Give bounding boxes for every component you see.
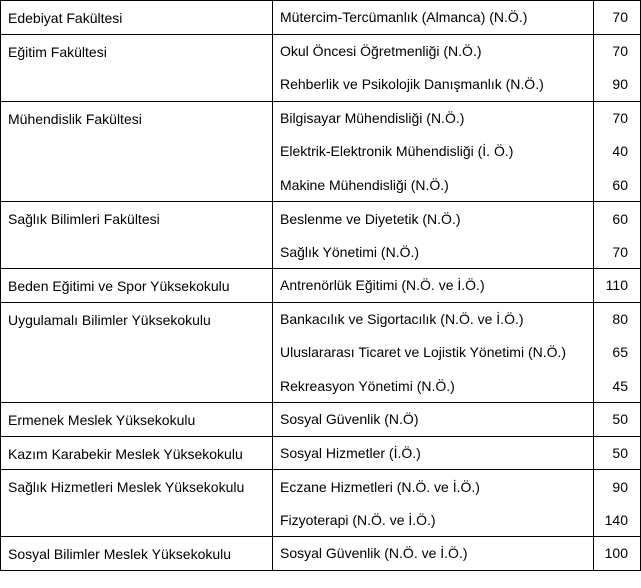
program-name-cell: Beslenme ve Diyetetik (N.Ö.)	[273, 202, 594, 236]
program-name-cell: Sosyal Hizmetler (İ.Ö.)	[273, 436, 594, 470]
unit-name-cell: Ermenek Meslek Yüksekokulu	[1, 403, 273, 437]
table-row	[1, 202, 641, 236]
table-row	[1, 403, 641, 437]
quota-cell: 70	[594, 34, 641, 68]
program-name-cell: Uluslararası Ticaret ve Lojistik Yönetimi (N.Ö.)	[273, 336, 594, 370]
quota-cell: 60	[594, 168, 641, 202]
table-row	[1, 1, 641, 35]
program-name-cell: Bilgisayar Mühendisliği (N.Ö.)	[273, 101, 594, 135]
table-row	[1, 302, 641, 336]
unit-name-cell: Sağlık Hizmetleri Meslek Yüksekokulu	[1, 470, 273, 537]
quota-cell: 90	[594, 470, 641, 504]
program-name-cell: Makine Mühendisliği (N.Ö.)	[273, 168, 594, 202]
program-name-cell: Sosyal Güvenlik (N.Ö. ve İ.Ö.)	[273, 537, 594, 571]
quota-cell: 70	[594, 101, 641, 135]
table-row	[1, 470, 641, 504]
program-name-cell: Bankacılık ve Sigortacılık (N.Ö. ve İ.Ö.)	[273, 302, 594, 336]
program-name-cell: Mütercim-Tercümanlık (Almanca) (N.Ö.)	[273, 1, 594, 35]
program-name-cell: Fizyoterapi (N.Ö. ve İ.Ö.)	[273, 503, 594, 537]
table-row	[1, 537, 641, 571]
program-name-cell: Rehberlik ve Psikolojik Danışmanlık (N.Ö.)	[273, 68, 594, 102]
table-row	[1, 34, 641, 68]
quota-cell: 70	[594, 235, 641, 269]
quota-cell: 90	[594, 68, 641, 102]
unit-name-cell: Edebiyat Fakültesi	[1, 1, 273, 35]
program-name-cell: Eczane Hizmetleri (N.Ö. ve İ.Ö.)	[273, 470, 594, 504]
unit-name-cell: Mühendislik Fakültesi	[1, 101, 273, 202]
quota-cell: 50	[594, 403, 641, 437]
table-row	[1, 436, 641, 470]
quota-cell: 60	[594, 202, 641, 236]
program-name-cell: Rekreasyon Yönetimi (N.Ö.)	[273, 369, 594, 403]
quota-cell: 110	[594, 269, 641, 303]
unit-name-cell: Sağlık Bilimleri Fakültesi	[1, 202, 273, 269]
unit-name-cell: Uygulamalı Bilimler Yüksekokulu	[1, 302, 273, 403]
quota-cell: 100	[594, 537, 641, 571]
quota-cell: 40	[594, 135, 641, 169]
unit-name-cell: Sosyal Bilimler Meslek Yüksekokulu	[1, 537, 273, 571]
unit-name-cell: Beden Eğitimi ve Spor Yüksekokulu	[1, 269, 273, 303]
program-name-cell: Elektrik-Elektronik Mühendisliği (İ. Ö.)	[273, 135, 594, 169]
quota-cell: 140	[594, 503, 641, 537]
unit-name-cell: Kazım Karabekir Meslek Yüksekokulu	[1, 436, 273, 470]
program-name-cell: Sosyal Güvenlik (N.Ö)	[273, 403, 594, 437]
unit-name-cell: Eğitim Fakültesi	[1, 34, 273, 101]
program-name-cell: Sağlık Yönetimi (N.Ö.)	[273, 235, 594, 269]
table-row	[1, 269, 641, 303]
quota-cell: 70	[594, 1, 641, 35]
quota-cell: 80	[594, 302, 641, 336]
program-name-cell: Okul Öncesi Öğretmenliği (N.Ö.)	[273, 34, 594, 68]
quota-table-body	[1, 1, 641, 571]
quota-cell: 50	[594, 436, 641, 470]
program-name-cell: Antrenörlük Eğitimi (N.Ö. ve İ.Ö.)	[273, 269, 594, 303]
quota-cell: 65	[594, 336, 641, 370]
table-row	[1, 101, 641, 135]
quota-cell: 45	[594, 369, 641, 403]
